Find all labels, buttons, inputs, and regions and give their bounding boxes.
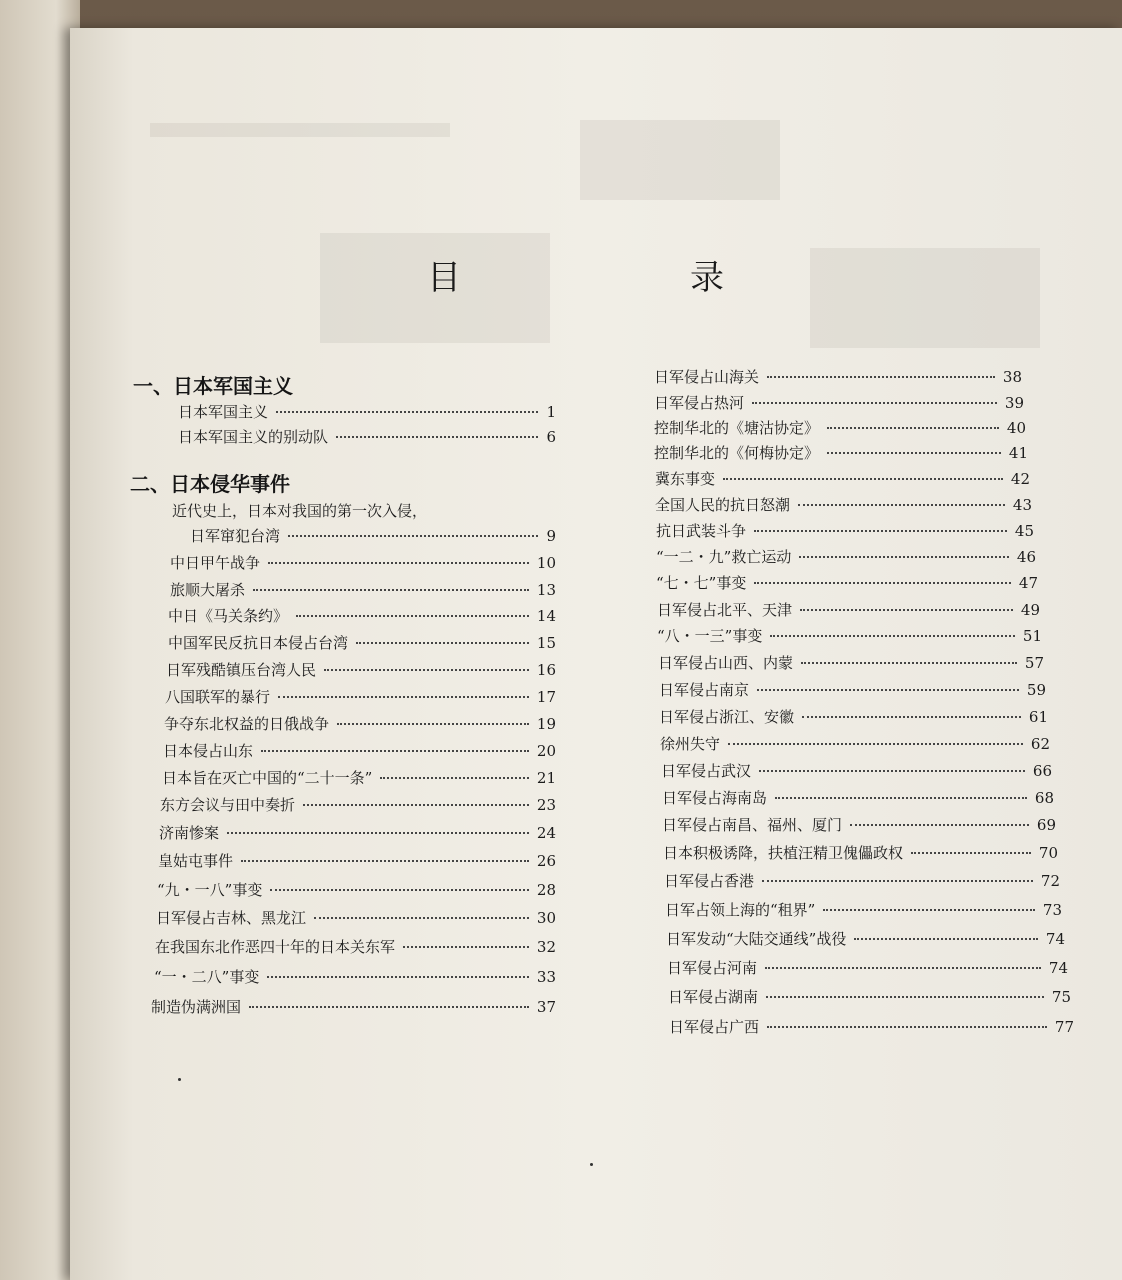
entry-page: 39 bbox=[1004, 394, 1024, 412]
entry-page: 41 bbox=[1008, 444, 1028, 462]
dot-leader bbox=[403, 946, 529, 948]
toc-entry[interactable] bbox=[158, 850, 556, 872]
toc-entry[interactable] bbox=[663, 842, 1058, 864]
dot-leader bbox=[850, 824, 1029, 826]
toc-entry[interactable] bbox=[165, 686, 556, 708]
entry-page: 10 bbox=[536, 554, 556, 572]
entry-title: “七・七”事变 bbox=[656, 574, 747, 592]
entry-page: 19 bbox=[536, 715, 556, 733]
entry-title: 日军侵占海南岛 bbox=[662, 789, 768, 807]
toc-entry[interactable] bbox=[656, 572, 1038, 594]
entry-title: 控制华北的《何梅协定》 bbox=[654, 444, 820, 462]
toc-entry[interactable] bbox=[655, 494, 1032, 516]
dot-leader bbox=[775, 797, 1027, 799]
dot-leader bbox=[854, 938, 1038, 940]
dot-leader bbox=[268, 562, 529, 564]
entry-title: 皇姑屯事件 bbox=[158, 852, 234, 870]
dot-leader bbox=[765, 967, 1041, 969]
toc-entry[interactable] bbox=[660, 733, 1050, 755]
dot-leader bbox=[911, 852, 1031, 854]
entry-page: 33 bbox=[536, 968, 556, 986]
dot-leader bbox=[380, 777, 529, 779]
entry-title: 制造伪满洲国 bbox=[151, 998, 242, 1016]
entry-title: 争夺东北权益的日俄战争 bbox=[164, 715, 330, 733]
entry-title: 抗日武装斗争 bbox=[656, 522, 747, 540]
toc-entry[interactable] bbox=[656, 546, 1036, 568]
entry-title: 日军侵占浙江、安徽 bbox=[659, 708, 795, 726]
entry-page: 72 bbox=[1040, 872, 1060, 890]
toc-entry[interactable] bbox=[157, 879, 556, 901]
dot-leader bbox=[253, 589, 529, 591]
entry-page: 69 bbox=[1036, 816, 1056, 834]
show-through-block bbox=[150, 123, 450, 137]
toc-entry[interactable] bbox=[151, 996, 556, 1018]
entry-page: 1 bbox=[546, 403, 556, 421]
entry-page: 57 bbox=[1024, 654, 1044, 672]
dot-leader bbox=[801, 662, 1017, 664]
entry-page: 9 bbox=[546, 527, 556, 545]
entry-title: 日军侵占热河 bbox=[654, 394, 745, 412]
entry-page: 66 bbox=[1032, 762, 1052, 780]
entry-page: 15 bbox=[536, 634, 556, 652]
entry-title: 冀东事变 bbox=[655, 470, 716, 488]
entry-page: 51 bbox=[1022, 627, 1042, 645]
entry-page: 47 bbox=[1018, 574, 1038, 592]
entry-page: 49 bbox=[1020, 601, 1040, 619]
dot-leader bbox=[288, 535, 538, 537]
dot-leader bbox=[270, 889, 529, 891]
entry-page: 32 bbox=[536, 938, 556, 956]
toc-entry[interactable] bbox=[657, 599, 1040, 621]
entry-page: 26 bbox=[536, 852, 556, 870]
toc-entry[interactable] bbox=[154, 966, 556, 988]
dot-leader bbox=[766, 996, 1044, 998]
toc-entry[interactable] bbox=[164, 713, 556, 735]
toc-entry[interactable] bbox=[654, 366, 1022, 388]
entry-page: 42 bbox=[1010, 470, 1030, 488]
toc-entry[interactable] bbox=[178, 426, 556, 448]
section-heading: 一、日本军国主义 bbox=[133, 374, 293, 398]
entry-page: 38 bbox=[1002, 368, 1022, 386]
entry-page: 37 bbox=[536, 998, 556, 1016]
dot-leader bbox=[802, 716, 1021, 718]
entry-page: 77 bbox=[1054, 1018, 1074, 1036]
entry-title: 日军侵占武汉 bbox=[661, 762, 752, 780]
toc-entry[interactable] bbox=[662, 787, 1054, 809]
entry-page: 28 bbox=[536, 881, 556, 899]
entry-title: 日军残酷镇压台湾人民 bbox=[166, 661, 317, 679]
dot-leader bbox=[799, 556, 1009, 558]
entry-page: 40 bbox=[1006, 419, 1026, 437]
entry-title: “八・一三”事变 bbox=[657, 627, 763, 645]
dot-leader bbox=[303, 804, 529, 806]
dot-leader bbox=[827, 427, 999, 429]
toc-entry[interactable] bbox=[658, 652, 1044, 674]
entry-title: “九・一八”事变 bbox=[157, 881, 263, 899]
previous-page-edge bbox=[0, 0, 80, 1280]
toc-entry[interactable] bbox=[659, 679, 1046, 701]
entry-page: 45 bbox=[1014, 522, 1034, 540]
dot-leader bbox=[798, 504, 1005, 506]
dot-leader bbox=[278, 696, 529, 698]
entry-page: 61 bbox=[1028, 708, 1048, 726]
entry-page: 6 bbox=[546, 428, 556, 446]
dot-leader bbox=[767, 1026, 1047, 1028]
dot-leader bbox=[762, 880, 1033, 882]
entry-title: 日军侵占湖南 bbox=[668, 988, 759, 1006]
dot-leader bbox=[823, 909, 1035, 911]
entry-page: 59 bbox=[1026, 681, 1046, 699]
toc-title-left: 目 bbox=[427, 258, 461, 298]
entry-page: 21 bbox=[536, 769, 556, 787]
entry-title: 日本旨在灭亡中国的“二十一条” bbox=[162, 769, 373, 787]
dot-leader bbox=[754, 530, 1007, 532]
entry-title: 日本积极诱降，扶植汪精卫傀儡政权 bbox=[663, 844, 904, 862]
toc-entry[interactable] bbox=[168, 605, 556, 627]
toc-entry[interactable] bbox=[155, 936, 556, 958]
dot-leader bbox=[276, 411, 538, 413]
entry-page: 46 bbox=[1016, 548, 1036, 566]
dot-leader bbox=[227, 832, 529, 834]
dot-leader bbox=[800, 609, 1013, 611]
dot-leader bbox=[770, 635, 1015, 637]
entry-title: 八国联军的暴行 bbox=[165, 688, 271, 706]
entry-title: 日军侵占广西 bbox=[669, 1018, 760, 1036]
entry-title: 全国人民的抗日怒潮 bbox=[655, 496, 791, 514]
toc-entry[interactable] bbox=[166, 659, 556, 681]
show-through-block bbox=[810, 248, 1040, 348]
entry-title: 日本军国主义的别动队 bbox=[178, 428, 329, 446]
entry-page: 43 bbox=[1012, 496, 1032, 514]
toc-entry[interactable] bbox=[668, 986, 1071, 1008]
entry-page: 74 bbox=[1045, 930, 1065, 948]
entry-title: 徐州失守 bbox=[660, 735, 721, 753]
entry-title: 日军侵占吉林、黑龙江 bbox=[156, 909, 307, 927]
toc-entry[interactable] bbox=[657, 625, 1042, 647]
entry-title: 旅顺大屠杀 bbox=[170, 581, 246, 599]
entry-title: 日本侵占山东 bbox=[163, 742, 254, 760]
entry-title: 中国军民反抗日本侵占台湾 bbox=[168, 634, 349, 652]
entry-page: 23 bbox=[536, 796, 556, 814]
dot-leader bbox=[267, 976, 529, 978]
toc-title-right: 录 bbox=[690, 258, 724, 298]
toc-entry[interactable] bbox=[160, 794, 556, 816]
entry-page: 13 bbox=[536, 581, 556, 599]
entry-page: 62 bbox=[1030, 735, 1050, 753]
dot-leader bbox=[241, 860, 529, 862]
entry-title: “一二・九”救亡运动 bbox=[656, 548, 792, 566]
toc-entry[interactable] bbox=[190, 525, 556, 547]
dot-leader bbox=[757, 689, 1019, 691]
toc-entry[interactable] bbox=[656, 520, 1034, 542]
entry-title: 东方会议与田中奏折 bbox=[160, 796, 296, 814]
dot-leader bbox=[728, 743, 1023, 745]
dot-leader bbox=[827, 452, 1001, 454]
entry-page: 74 bbox=[1048, 959, 1068, 977]
dot-leader bbox=[723, 478, 1003, 480]
dot-leader bbox=[767, 376, 995, 378]
toc-entry[interactable] bbox=[156, 907, 556, 929]
entry-title: 日军侵占河南 bbox=[667, 959, 758, 977]
entry-page: 16 bbox=[536, 661, 556, 679]
dot-leader bbox=[324, 669, 529, 671]
entry-title: 日军占领上海的“租界” bbox=[665, 901, 816, 919]
entry-title: 中日甲午战争 bbox=[170, 554, 261, 572]
toc-entry[interactable] bbox=[665, 899, 1062, 921]
toc-entry[interactable] bbox=[654, 417, 1026, 439]
dot-leader bbox=[754, 582, 1011, 584]
toc-entry[interactable] bbox=[669, 1016, 1074, 1038]
toc-entry[interactable] bbox=[659, 706, 1048, 728]
dot-leader bbox=[337, 723, 529, 725]
entry-title: 中日《马关条约》 bbox=[168, 607, 289, 625]
toc-entry[interactable] bbox=[168, 632, 556, 654]
entry-title: 日军侵占香港 bbox=[664, 872, 755, 890]
entry-title: 日军侵占山西、内蒙 bbox=[658, 654, 794, 672]
toc-entry[interactable] bbox=[170, 552, 556, 574]
toc-entry[interactable] bbox=[661, 760, 1052, 782]
toc-entry[interactable] bbox=[666, 928, 1065, 950]
entry-page: 68 bbox=[1034, 789, 1054, 807]
toc-entry[interactable] bbox=[162, 767, 556, 789]
dot-leader bbox=[336, 436, 538, 438]
toc-entry[interactable] bbox=[178, 401, 556, 423]
dot-leader bbox=[314, 917, 529, 919]
entry-page: 14 bbox=[536, 607, 556, 625]
entry-title: 日军发动“大陆交通线”战役 bbox=[666, 930, 847, 948]
entry-title: 日军窜犯台湾 bbox=[190, 527, 281, 545]
dot-leader bbox=[752, 402, 997, 404]
entry-page: 24 bbox=[536, 824, 556, 842]
entry-title: “一・二八”事变 bbox=[154, 968, 260, 986]
dot-leader bbox=[261, 750, 529, 752]
entry-title: 控制华北的《塘沽协定》 bbox=[654, 419, 820, 437]
entry-intro-line: 近代史上，日本对我国的第一次入侵， bbox=[172, 502, 428, 520]
toc-entry[interactable] bbox=[654, 392, 1024, 414]
entry-title: 日军侵占山海关 bbox=[654, 368, 760, 386]
ink-speck bbox=[178, 1078, 181, 1081]
entry-title: 日军侵占南京 bbox=[659, 681, 750, 699]
entry-page: 75 bbox=[1051, 988, 1071, 1006]
toc-entry[interactable] bbox=[163, 740, 556, 762]
toc-entry[interactable] bbox=[655, 468, 1030, 490]
dot-leader bbox=[249, 1006, 529, 1008]
entry-page: 20 bbox=[536, 742, 556, 760]
entry-title: 日军侵占北平、天津 bbox=[657, 601, 793, 619]
entry-page: 17 bbox=[536, 688, 556, 706]
toc-entry[interactable] bbox=[662, 814, 1056, 836]
show-through-block bbox=[580, 120, 780, 200]
dot-leader bbox=[356, 642, 529, 644]
entry-page: 70 bbox=[1038, 844, 1058, 862]
toc-entry[interactable] bbox=[667, 957, 1068, 979]
dot-leader bbox=[759, 770, 1025, 772]
section-heading: 二、日本侵华事件 bbox=[130, 472, 290, 496]
dot-leader bbox=[296, 615, 529, 617]
entry-title: 济南惨案 bbox=[159, 824, 220, 842]
entry-page: 73 bbox=[1042, 901, 1062, 919]
toc-entry[interactable] bbox=[170, 579, 556, 601]
entry-page: 30 bbox=[536, 909, 556, 927]
toc-entry[interactable] bbox=[664, 870, 1060, 892]
ink-speck bbox=[590, 1163, 593, 1166]
entry-title: 日军侵占南昌、福州、厦门 bbox=[662, 816, 843, 834]
entry-title: 日本军国主义 bbox=[178, 403, 269, 421]
entry-title: 在我国东北作恶四十年的日本关东军 bbox=[155, 938, 396, 956]
toc-entry[interactable] bbox=[159, 822, 556, 844]
toc-entry[interactable] bbox=[654, 442, 1028, 464]
